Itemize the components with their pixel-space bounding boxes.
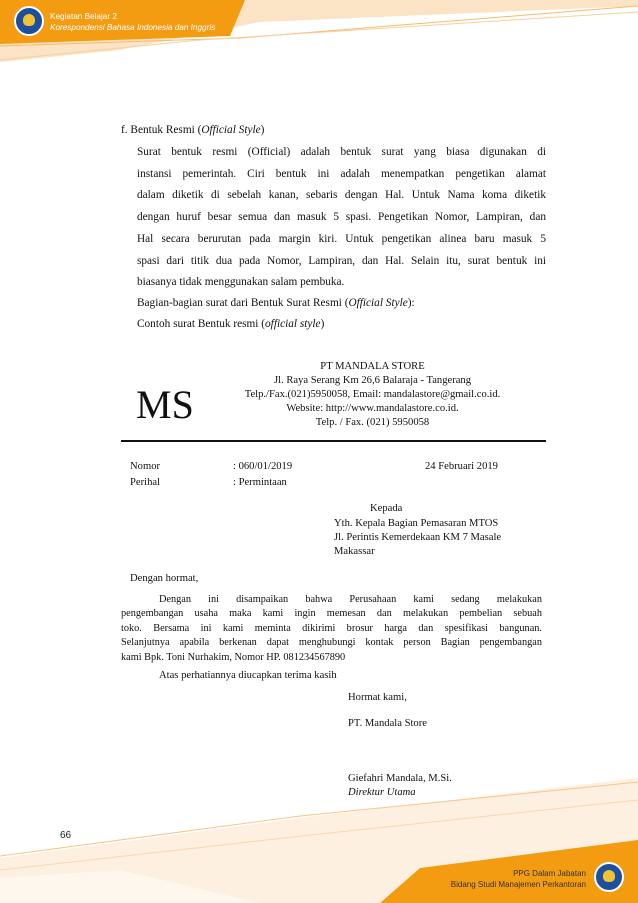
letter-body <box>121 593 542 665</box>
company-contact: Telp./Fax.(021)5950058, Email: mandalastore@gmail.co.id. <box>244 389 501 400</box>
section-label-italic: Official Style <box>201 124 261 136</box>
body-line: instansi pemerintah. Ciri bentuk ini adalah menempatkan pengetikan alamat <box>137 167 546 180</box>
body-line: spasi dari titik dua pada Nomor, Lampiran, dan Hal. Selain itu, surat bentuk ini <box>137 254 546 267</box>
example-suffix: ) <box>320 318 325 330</box>
body-line: Hal secara berurutan pada margin kiri. Untuk pengetikan alinea baru masuk 5 <box>137 232 546 245</box>
parts-suffix: ): <box>407 297 415 309</box>
footer-line-2: Bidang Studi Manajemen Perkantoran <box>450 880 586 889</box>
signer-name: Giefahri Mandala, M.Si. <box>348 773 452 784</box>
letterhead-divider <box>121 440 546 442</box>
company-website: Website: http://www.mandalastore.co.id. <box>286 403 459 414</box>
nomor-label: Nomor <box>130 461 161 472</box>
perihal-label: Perihal <box>130 477 161 488</box>
body-line: dengan huruf besar semua dan masuk 5 spasi. Pengetikan Nomor, Lampiran, dan <box>137 211 546 224</box>
section-body <box>137 142 546 294</box>
example-line <box>137 318 324 330</box>
ministry-logo-icon <box>14 6 44 36</box>
letter-body-line: Dengan ini disampaikan bahwa Perusahaan kami sedang melakukan <box>159 594 542 605</box>
letter-date: 24 Februari 2019 <box>425 461 498 472</box>
company-name: PT MANDALA STORE <box>320 361 425 372</box>
parts-prefix: Bagian-bagian surat dari Bentuk Surat Resmi ( <box>137 297 349 309</box>
company-phone: Telp. / Fax. (021) 5950058 <box>315 417 430 428</box>
kepada-label: Kepada <box>370 503 403 514</box>
letterhead <box>210 360 535 430</box>
letter-body-line: kami Bpk. Toni Nurhakim, Nomor HP. 081234567890 <box>121 651 346 663</box>
footer-title <box>451 868 586 890</box>
header-title <box>50 11 215 33</box>
recipient-line: Yth. Kepala Bagian Pemasaran MTOS <box>334 518 499 529</box>
letter-body-line: toko. Bersama ini kami meminta dikirimi brosur harga dan spesifikasi bangunan. <box>121 622 542 634</box>
body-line: dalam diketik di sebelah kanan, sebaris dengan Hal. Untuk Nama koma diketik <box>137 189 546 202</box>
letter-body-line: Selanjutnya apabila berkenan dapat menghubungi kontak person Bagian pengembangan <box>121 637 542 649</box>
example-prefix: Contoh surat Bentuk resmi ( <box>137 318 266 330</box>
signer-title: Direktur Utama <box>348 787 416 798</box>
example-italic: official style <box>265 318 321 330</box>
sender-company: PT. Mandala Store <box>348 718 427 729</box>
recipient-line: Makassar <box>334 546 375 557</box>
page-number: 66 <box>60 830 72 841</box>
body-line: biasanya tidak menggunakan salam pembuka. <box>137 276 345 289</box>
header-line-2: Korespondensi Bahasa Indonesia dan Inggris <box>50 23 216 32</box>
recipient-line: Jl. Perintis Kemerdekaan KM 7 Masale <box>334 532 502 543</box>
recipient-block <box>334 517 501 559</box>
closing-text: Atas perhatiannya diucapkan terima kasih <box>159 670 337 681</box>
ministry-logo-footer-icon <box>594 862 624 892</box>
company-address: Jl. Raya Serang Km 26,6 Balaraja - Tangerang <box>273 375 472 386</box>
section-label-prefix: f. Bentuk Resmi ( <box>121 124 202 136</box>
section-heading <box>121 124 264 136</box>
letter-body-line: pengembangan usaha maka kami ingin memesan dan melakukan pembelian sebuah <box>121 608 542 620</box>
greeting: Dengan hormat, <box>130 573 199 584</box>
footer-line-1: PPG Dalam Jabatan <box>513 869 586 878</box>
body-line: Surat bentuk resmi (Official) adalah bentuk surat yang biasa digunakan di <box>137 146 546 158</box>
regards: Hormat kami, <box>348 692 407 703</box>
perihal-value: : Permintaan <box>233 477 287 488</box>
parts-italic: Official Style <box>348 297 408 309</box>
section-label-suffix: ) <box>260 124 265 136</box>
nomor-value: : 060/01/2019 <box>233 461 293 472</box>
parts-line <box>137 297 415 309</box>
company-logo-text: MS <box>136 382 194 427</box>
header-line-1: Kegiatan Belajar 2 <box>50 12 117 21</box>
